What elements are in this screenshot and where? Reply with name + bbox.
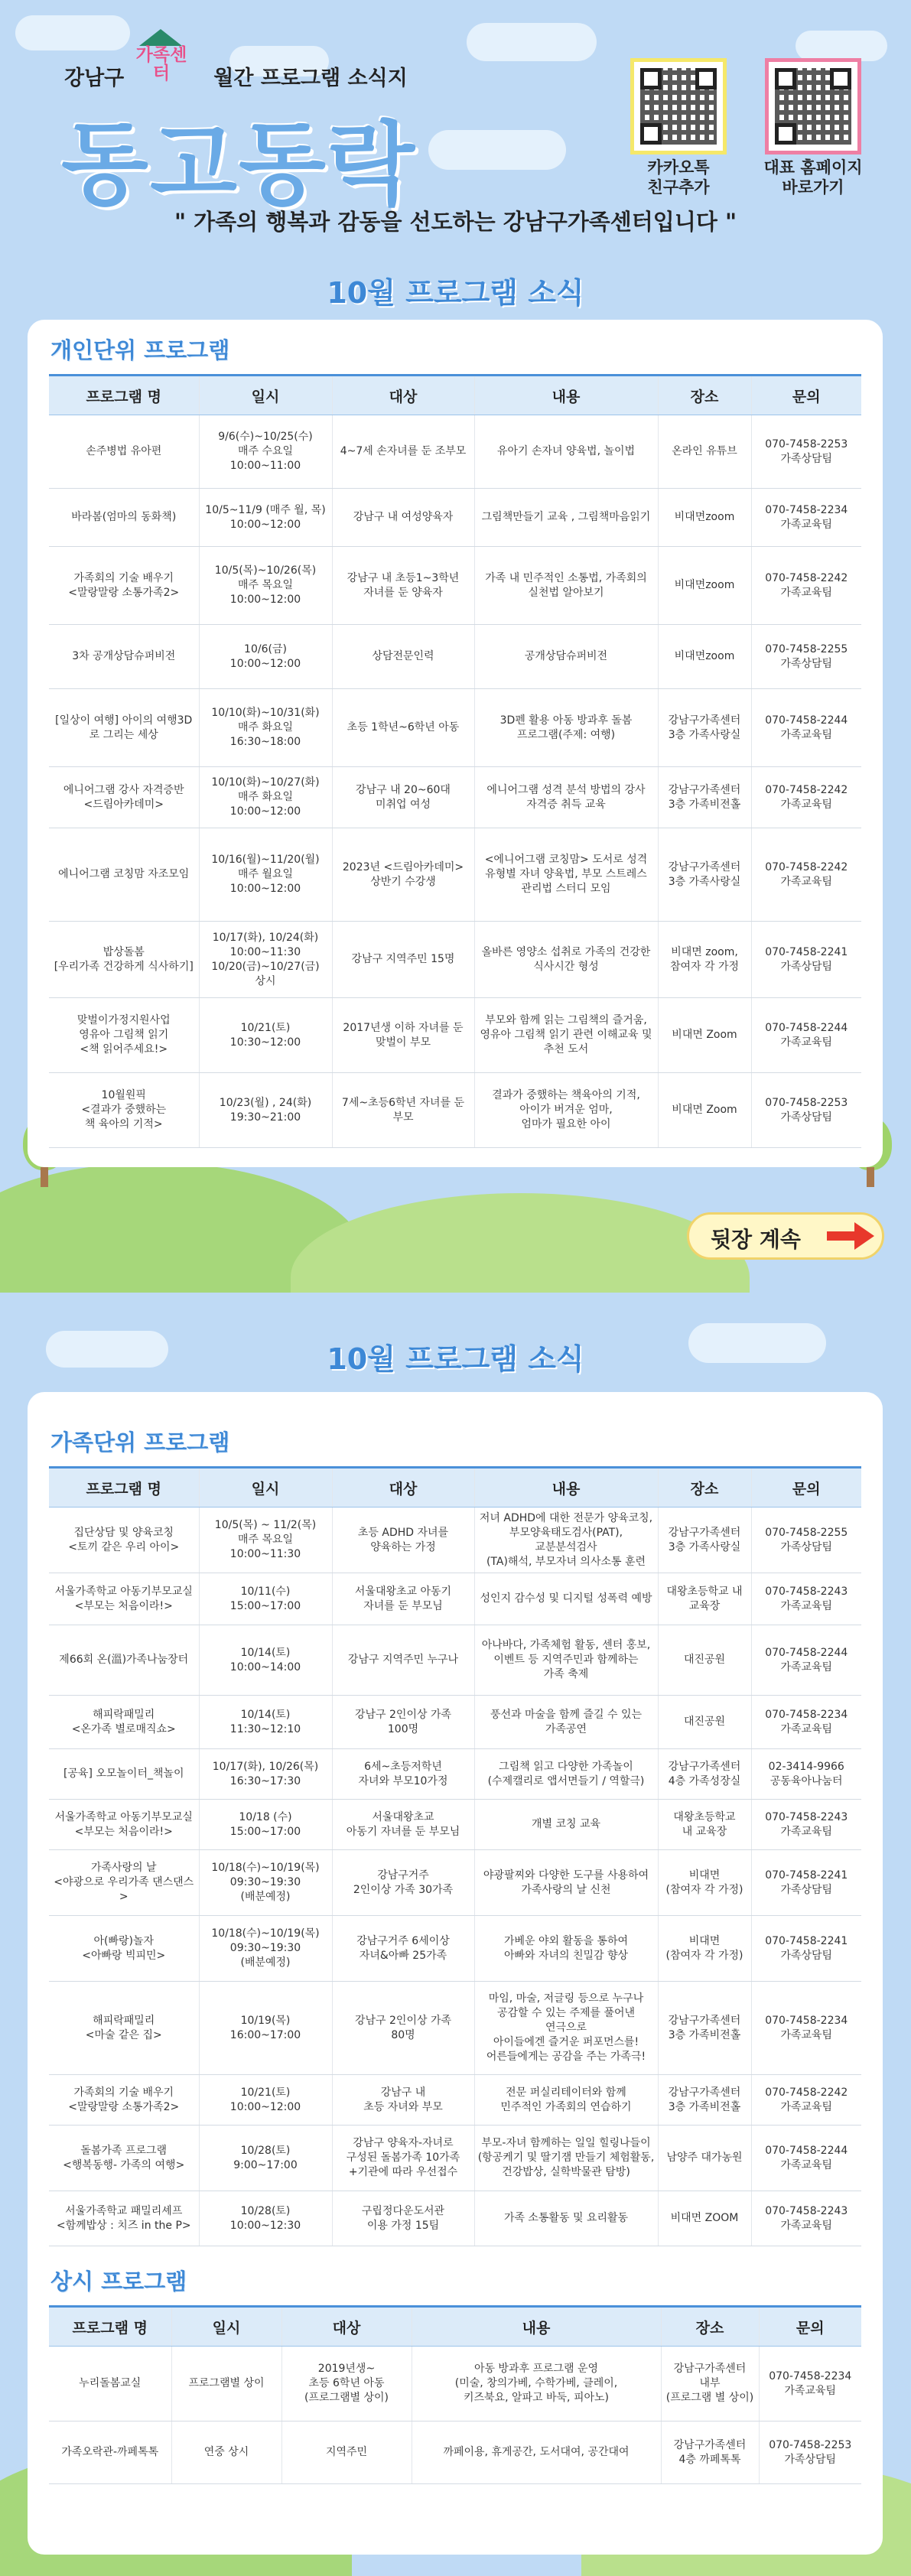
table-header-row — [49, 376, 861, 415]
column-header: 대상 — [332, 1468, 474, 1508]
table-cell: 070-7458-2243 가족교육팀 — [751, 1800, 861, 1850]
table-cell: 10/5(목)~10/26(목) 매주 목요일 10:00~12:00 — [199, 547, 332, 625]
table-cell: 3D펜 활용 아동 방과후 돌봄 프로그램(주제: 여행) — [474, 689, 658, 767]
table-cell: 강남구 내 초등1~3학년 자녀를 둔 양육자 — [332, 547, 474, 625]
table-cell: 비대면 Zoom — [658, 998, 751, 1073]
table-cell: 070-7458-2253 가족상담팀 — [751, 415, 861, 489]
table-cell: 강남구 2인이상 가족 100명 — [332, 1696, 474, 1749]
table-cell: 강남구가족센터 3층 가족비전홀 — [658, 767, 751, 828]
column-header: 문의 — [759, 2307, 861, 2347]
table-cell: 가족오락관-까페톡톡 — [49, 2422, 171, 2484]
cloud-decoration — [467, 23, 597, 61]
table-cell: 제66회 온(溫)가족나눔장터 — [49, 1625, 199, 1696]
personal-program-panel — [28, 320, 883, 1167]
table-row — [49, 1073, 861, 1148]
table-cell: 10/10(화)~10/27(화) 매주 화요일 10:00~12:00 — [199, 767, 332, 828]
column-header: 내용 — [474, 376, 658, 415]
table-cell: 070-7458-2244 가족교육팀 — [751, 1625, 861, 1696]
table-cell: 프로그램별 상이 — [171, 2347, 281, 2422]
table-row — [49, 1749, 861, 1800]
table-row — [49, 767, 861, 828]
table-row — [49, 625, 861, 689]
table-cell: 6세~초등저학년 자녀와 부모10가정 — [332, 1749, 474, 1800]
table-cell: 공개상담슈퍼비전 — [474, 625, 658, 689]
table-cell: 070-7458-2242 가족교육팀 — [751, 767, 861, 828]
table-cell: 온라인 유튜브 — [658, 415, 751, 489]
table-cell: 초등 1학년~6학년 아동 — [332, 689, 474, 767]
standing-program-table — [49, 2305, 861, 2484]
table-cell: 2023년 <드림아카데미> 상반기 수강생 — [332, 828, 474, 922]
table-cell: 10/18 (수) 15:00~17:00 — [199, 1800, 332, 1850]
table-row — [49, 922, 861, 998]
table-row — [49, 998, 861, 1073]
table-cell: 강남구 지역주민 15명 — [332, 922, 474, 998]
table-cell: 밥상돌봄 [우리가족 건강하게 식사하기] — [49, 922, 199, 998]
table-cell: 그림책만들기 교육 , 그림책마음읽기 — [474, 489, 658, 547]
column-header: 대상 — [281, 2307, 412, 2347]
table-cell: 가베운 야외 활동을 통하여 아빠와 자녀의 친밀감 향상 — [474, 1916, 658, 1982]
table-cell: 강남구거주 6세이상 자녀&아빠 25가족 — [332, 1916, 474, 1982]
table-cell: 대왕초등학교 내 교육장 — [658, 1573, 751, 1625]
table-cell: 맞벌이가정지원사업 영유아 그림책 읽기 <책 읽어주세요!> — [49, 998, 199, 1073]
center-logo-text — [129, 46, 194, 83]
table-cell: 서울가족학교 아동기부모교실 <부모는 처음이라!> — [49, 1573, 199, 1625]
table-cell: 상담전문인력 — [332, 625, 474, 689]
table-cell: 070-7458-2234 가족교육팀 — [751, 1696, 861, 1749]
table-cell: 강남구 내 여성양육자 — [332, 489, 474, 547]
table-cell: 강남구 양육자-자녀로 구성된 돌봄가족 10가족 +기관에 따라 우선접수 — [332, 2126, 474, 2191]
family-program-panel — [28, 1392, 883, 2555]
table-cell: 강남구 지역주민 누구나 — [332, 1625, 474, 1696]
newsletter-subtitle: 월간 프로그램 소식지 — [213, 67, 408, 90]
table-cell: 070-7458-2243 가족교육팀 — [751, 1573, 861, 1625]
table-cell: 2019년생~ 초등 6학년 아동 (프로그램별 상이) — [281, 2347, 412, 2422]
column-header: 일시 — [171, 2307, 281, 2347]
table-cell: 해피락패밀리 <온가족 별로매직쇼> — [49, 1696, 199, 1749]
table-cell: 아동 방과후 프로그램 운영 (미술, 창의가베, 수학가베, 클레이, 키즈북요, 알파고 바둑, 피아노) — [412, 2347, 661, 2422]
table-cell: 대진공원 — [658, 1696, 751, 1749]
arrow-right-icon — [825, 1221, 876, 1251]
table-cell: 개별 코칭 교육 — [474, 1800, 658, 1850]
table-cell: 강남구 내 20~60대 미취업 여성 — [332, 767, 474, 828]
table-cell: 대진공원 — [658, 1625, 751, 1696]
column-header: 장소 — [658, 1468, 751, 1508]
table-cell: 10월원픽 <결과가 중했하는 책 육아의 기적> — [49, 1073, 199, 1148]
table-row — [49, 689, 861, 767]
table-cell: 돌봄가족 프로그램 <행복동행- 가족의 여행> — [49, 2126, 199, 2191]
table-cell: 10/23(월) , 24(화) 19:30~21:00 — [199, 1073, 332, 1148]
kakao-qr-code[interactable] — [630, 58, 727, 154]
table-row — [49, 1508, 861, 1573]
table-cell: 까페이용, 휴게공간, 도서대여, 공간대여 — [412, 2422, 661, 2484]
table-cell: 10/14(토) 10:00~14:00 — [199, 1625, 332, 1696]
table-row — [49, 1696, 861, 1749]
table-cell: 해피락패밀리 <마술 같은 집> — [49, 1982, 199, 2075]
table-cell: 10/28(토) 10:00~12:30 — [199, 2191, 332, 2246]
table-cell: 연중 상시 — [171, 2422, 281, 2484]
table-cell: 10/16(월)~11/20(월) 매주 월요일 10:00~12:00 — [199, 828, 332, 922]
personal-program-table — [49, 374, 861, 1148]
table-cell: 결과가 중했하는 책육아의 기적, 아이가 버겨운 엄마, 엄마가 필요한 아이 — [474, 1073, 658, 1148]
column-header: 내용 — [412, 2307, 661, 2347]
table-row — [49, 2347, 861, 2422]
table-cell: 070-7458-2255 가족상담팀 — [751, 1508, 861, 1573]
table-cell: 에니어그램 성격 분석 방법의 강사 자격증 취득 교육 — [474, 767, 658, 828]
table-cell: 초등 ADHD 자녀를 양육하는 가정 — [332, 1508, 474, 1573]
hill-decoration — [291, 1193, 750, 1293]
table-cell: <에니어그램 코칭맘> 도서로 성격 유형별 자녀 양육법, 부모 스트레스 관리법 스터디 모임 — [474, 828, 658, 922]
table-row — [49, 1573, 861, 1625]
table-cell: 강남구 내 초등 자녀와 부모 — [332, 2075, 474, 2126]
family-program-heading: 가족단위 프로그램 — [50, 1429, 230, 1456]
table-cell: 구립정다운도서관 이용 가정 15팀 — [332, 2191, 474, 2246]
table-cell: 10/6(금) 10:00~12:00 — [199, 625, 332, 689]
table-cell: 비대면 Zoom — [658, 1073, 751, 1148]
table-cell: 서울대왕초교 아동기 자녀를 둔 부모님 — [332, 1573, 474, 1625]
table-row — [49, 2126, 861, 2191]
table-cell: 070-7458-2242 가족교육팀 — [751, 828, 861, 922]
table-cell: 070-7458-2242 가족교육팀 — [751, 547, 861, 625]
table-row — [49, 2422, 861, 2484]
table-cell: 강남구가족센터 내부 (프로그램 별 상이) — [661, 2347, 759, 2422]
slogan: " 가족의 행복과 감동을 선도하는 강남구가족센터입니다 " — [174, 209, 737, 235]
table-cell: 손주병법 유아편 — [49, 415, 199, 489]
table-cell: 강남구가족센터 4층 까페톡톡 — [661, 2422, 759, 2484]
table-cell: 10/5~11/9 (매주 월, 목) 10:00~12:00 — [199, 489, 332, 547]
newsletter-page-2 — [0, 1300, 911, 2576]
table-cell: 070-7458-2241 가족상담팀 — [751, 1916, 861, 1982]
table-cell: 070-7458-2253 가족상담팀 — [759, 2422, 861, 2484]
column-header: 일시 — [199, 1468, 332, 1508]
section-title: 10월 프로그램 소식 — [327, 1342, 584, 1376]
table-cell: 서울대왕초교 아동기 자녀를 둔 부모님 — [332, 1800, 474, 1850]
table-cell: 남양주 대가농원 — [658, 2126, 751, 2191]
table-cell: 마임, 마술, 저글링 등으로 누구나 공감할 수 있는 주제를 풀어낸 연극으로 아이들에겐 즐거운 퍼포먼스를! 어른들에게는 공감을 주는 가족극! — [474, 1982, 658, 2075]
table-cell: 070-7458-2243 가족교육팀 — [751, 2191, 861, 2246]
column-header: 문의 — [751, 1468, 861, 1508]
table-cell: 10/17(화), 10/26(목) 16:30~17:30 — [199, 1749, 332, 1800]
table-cell: 10/21(토) 10:00~12:00 — [199, 2075, 332, 2126]
continue-on-back-button[interactable] — [687, 1212, 884, 1260]
table-cell: 10/21(토) 10:30~12:00 — [199, 998, 332, 1073]
column-header: 장소 — [658, 376, 751, 415]
house-roof-icon — [139, 29, 182, 46]
table-row — [49, 2191, 861, 2246]
center-logo-label: 가족센터 — [135, 45, 187, 83]
table-cell: 비대면 (참여자 각 가정) — [658, 1850, 751, 1916]
table-row — [49, 2075, 861, 2126]
table-cell: 비대면 ZOOM — [658, 2191, 751, 2246]
table-cell: 유아기 손자녀 양육법, 놀이법 — [474, 415, 658, 489]
table-row — [49, 1916, 861, 1982]
table-cell: 2017년생 이하 자녀를 둔 맞벌이 부모 — [332, 998, 474, 1073]
table-row — [49, 1625, 861, 1696]
table-row — [49, 547, 861, 625]
table-cell: 070-7458-2244 가족교육팀 — [751, 998, 861, 1073]
column-header: 일시 — [199, 376, 332, 415]
table-cell: 비대면zoom — [658, 489, 751, 547]
column-header: 프로그램 명 — [49, 376, 199, 415]
table-cell: 10/11(수) 15:00~17:00 — [199, 1573, 332, 1625]
header-top-line — [64, 61, 408, 91]
table-cell: 아나바다, 가족체험 활동, 센터 홍보, 이벤트 등 지역주민과 함께하는 가족 축제 — [474, 1625, 658, 1696]
table-row — [49, 1850, 861, 1916]
table-row — [49, 1800, 861, 1850]
table-cell: 에니어그램 코칭맘 자조모임 — [49, 828, 199, 922]
column-header: 프로그램 명 — [49, 2307, 171, 2347]
table-cell: 070-7458-2234 가족교육팀 — [751, 489, 861, 547]
cloud-decoration — [428, 130, 566, 170]
table-cell: 02-3414-9966 공동육아나눔터 — [751, 1749, 861, 1800]
table-cell: 지역주민 — [281, 2422, 412, 2484]
column-header: 장소 — [661, 2307, 759, 2347]
table-cell: 10/19(목) 16:00~17:00 — [199, 1982, 332, 2075]
table-cell: 070-7458-2241 가족상담팀 — [751, 1850, 861, 1916]
table-cell: 강남구가족센터 3층 가족비전홀 — [658, 2075, 751, 2126]
table-cell: 바라봄(엄마의 동화책) — [49, 489, 199, 547]
table-cell: 070-7458-2244 가족교육팀 — [751, 2126, 861, 2191]
table-cell: 070-7458-2234 가족교육팀 — [751, 1982, 861, 2075]
table-cell: 집단상담 및 양육코칭 <토끼 같은 우리 아이> — [49, 1508, 199, 1573]
table-header-row — [49, 1468, 861, 1508]
table-cell: 강남구가족센터 3층 가족비전홀 — [658, 1982, 751, 2075]
table-cell: 누리돌봄교실 — [49, 2347, 171, 2422]
center-logo — [129, 29, 194, 93]
table-cell: 비대면zoom — [658, 625, 751, 689]
table-cell: 전문 퍼실리테이터와 함께 민주적인 가족회의 연습하기 — [474, 2075, 658, 2126]
table-header-row — [49, 2307, 861, 2347]
table-row — [49, 415, 861, 489]
table-cell: 10/28(토) 9:00~17:00 — [199, 2126, 332, 2191]
table-cell: 대왕초등학교 내 교육장 — [658, 1800, 751, 1850]
table-cell: 070-7458-2253 가족상담팀 — [751, 1073, 861, 1148]
table-cell: 7세~초등6학년 자녀를 둔 부모 — [332, 1073, 474, 1148]
table-cell: 070-7458-2255 가족상담팀 — [751, 625, 861, 689]
column-header: 프로그램 명 — [49, 1468, 199, 1508]
table-cell: 강남구가족센터 3층 가족사랑실 — [658, 1508, 751, 1573]
table-cell: 070-7458-2241 가족상담팀 — [751, 922, 861, 998]
table-cell: 서울가족학교 아동기부모교실 <부모는 처음이라!> — [49, 1800, 199, 1850]
table-cell: 10/18(수)~10/19(목) 09:30~19:30 (배분예정) — [199, 1916, 332, 1982]
table-cell: 강남구거주 2인이상 가족 30가족 — [332, 1850, 474, 1916]
kakao-qr-label: 카카오톡 친구추가 — [647, 158, 710, 197]
table-cell: 가족회의 기술 배우기 <말랑말랑 소통가족2> — [49, 547, 199, 625]
table-cell: 4~7세 손자녀를 둔 조부모 — [332, 415, 474, 489]
table-cell: 9/6(수)~10/25(수) 매주 수요일 10:00~11:00 — [199, 415, 332, 489]
section-title: 10월 프로그램 소식 — [327, 276, 584, 310]
table-cell: 강남구 2인이상 가족 80명 — [332, 1982, 474, 2075]
table-cell: 070-7458-2234 가족교육팀 — [759, 2347, 861, 2422]
table-cell: 그림책 읽고 다양한 가족놀이 (수제캘리로 앱서면들기 / 역할극) — [474, 1749, 658, 1800]
table-cell: 비대면zoom — [658, 547, 751, 625]
table-cell: 10/18(수)~10/19(목) 09:30~19:30 (배분예정) — [199, 1850, 332, 1916]
table-cell: 가족회의 기술 배우기 <말랑말랑 소통가족2> — [49, 2075, 199, 2126]
personal-program-heading: 개인단위 프로그램 — [50, 337, 230, 363]
column-header: 문의 — [751, 376, 861, 415]
table-cell: 강남구가족센터 3층 가족사랑실 — [658, 689, 751, 767]
table-cell: 10/10(화)~10/31(화) 매주 화요일 16:30~18:00 — [199, 689, 332, 767]
table-cell: 부모-자녀 함께하는 일일 힐링나들이 (항공케기 및 딸기잼 만들기 체험활동, 건강밥상, 실학박물관 탐방) — [474, 2126, 658, 2191]
table-cell: 비대면 (참여자 각 가정) — [658, 1916, 751, 1982]
table-cell: 10/14(토) 11:30~12:10 — [199, 1696, 332, 1749]
homepage-qr-code[interactable] — [765, 58, 861, 154]
table-cell: 에니어그램 강사 자격증반 <드림아카데미> — [49, 767, 199, 828]
cloud-decoration — [795, 31, 887, 61]
table-cell: 서울가족학교 패밀리셰프 <함께밥상 : 치즈 in the P> — [49, 2191, 199, 2246]
homepage-qr-label: 대표 홈페이지 바로가기 — [763, 158, 863, 197]
table-cell: 070-7458-2242 가족교육팀 — [751, 2075, 861, 2126]
column-header: 대상 — [332, 376, 474, 415]
family-program-table — [49, 1466, 861, 2246]
table-cell: 성인지 감수성 및 디지털 성폭력 예방 — [474, 1573, 658, 1625]
table-cell: 올바른 영양소 섭취로 가족의 건강한 식사시간 형성 — [474, 922, 658, 998]
column-header: 내용 — [474, 1468, 658, 1508]
table-row — [49, 1982, 861, 2075]
table-cell: 비대면 zoom, 참여자 각 가정 — [658, 922, 751, 998]
table-cell: [공육] 오모놀이터_책놀이 — [49, 1749, 199, 1800]
table-cell: 저녀 ADHD에 대한 전문가 양육코칭, 부모양육태도검사(PAT), 교분분석검사 (TA)해석, 부모자녀 의사소통 훈련 — [474, 1508, 658, 1573]
cloud-decoration — [15, 15, 130, 50]
standing-program-heading: 상시 프로그램 — [50, 2269, 187, 2295]
table-cell: 아(빠랑)놀자 <아빠랑 빅피민> — [49, 1916, 199, 1982]
table-cell: 야광팔찌와 다양한 도구를 사용하여 가족사랑의 날 신천 — [474, 1850, 658, 1916]
table-cell: 풍선과 마술을 함께 즐길 수 있는 가족공연 — [474, 1696, 658, 1749]
newsletter-title: 동고동락 — [61, 112, 416, 217]
table-row — [49, 828, 861, 922]
district-name: 강남구 — [64, 67, 125, 90]
table-cell: 가족 내 민주적인 소통법, 가족회의 실천법 알아보기 — [474, 547, 658, 625]
table-cell: 10/17(화), 10/24(화) 10:00~11:30 10/20(금)~10/27(금) 상시 — [199, 922, 332, 998]
table-cell: 강남구가족센터 4층 가족성장실 — [658, 1749, 751, 1800]
table-cell: 가족사랑의 날 <야광으로 우리가족 댄스댄스> — [49, 1850, 199, 1916]
table-cell: 070-7458-2244 가족교육팀 — [751, 689, 861, 767]
table-cell: 10/5(목) ~ 11/2(목) 매주 목요일 10:00~11:30 — [199, 1508, 332, 1573]
table-cell: 3차 공개상담슈퍼비전 — [49, 625, 199, 689]
continue-label: 뒷장 계속 — [711, 1227, 801, 1252]
table-cell: 강남구가족센터 3층 가족사랑실 — [658, 828, 751, 922]
table-cell: 부모와 함께 읽는 그림책의 즐거움, 영유아 그림책 읽기 관련 이해교육 및 추천 도서 — [474, 998, 658, 1073]
table-cell: 가족 소통활동 및 요리활동 — [474, 2191, 658, 2246]
table-row — [49, 489, 861, 547]
table-cell: [일상이 여행] 아이의 여행3D 로 그리는 세상 — [49, 689, 199, 767]
